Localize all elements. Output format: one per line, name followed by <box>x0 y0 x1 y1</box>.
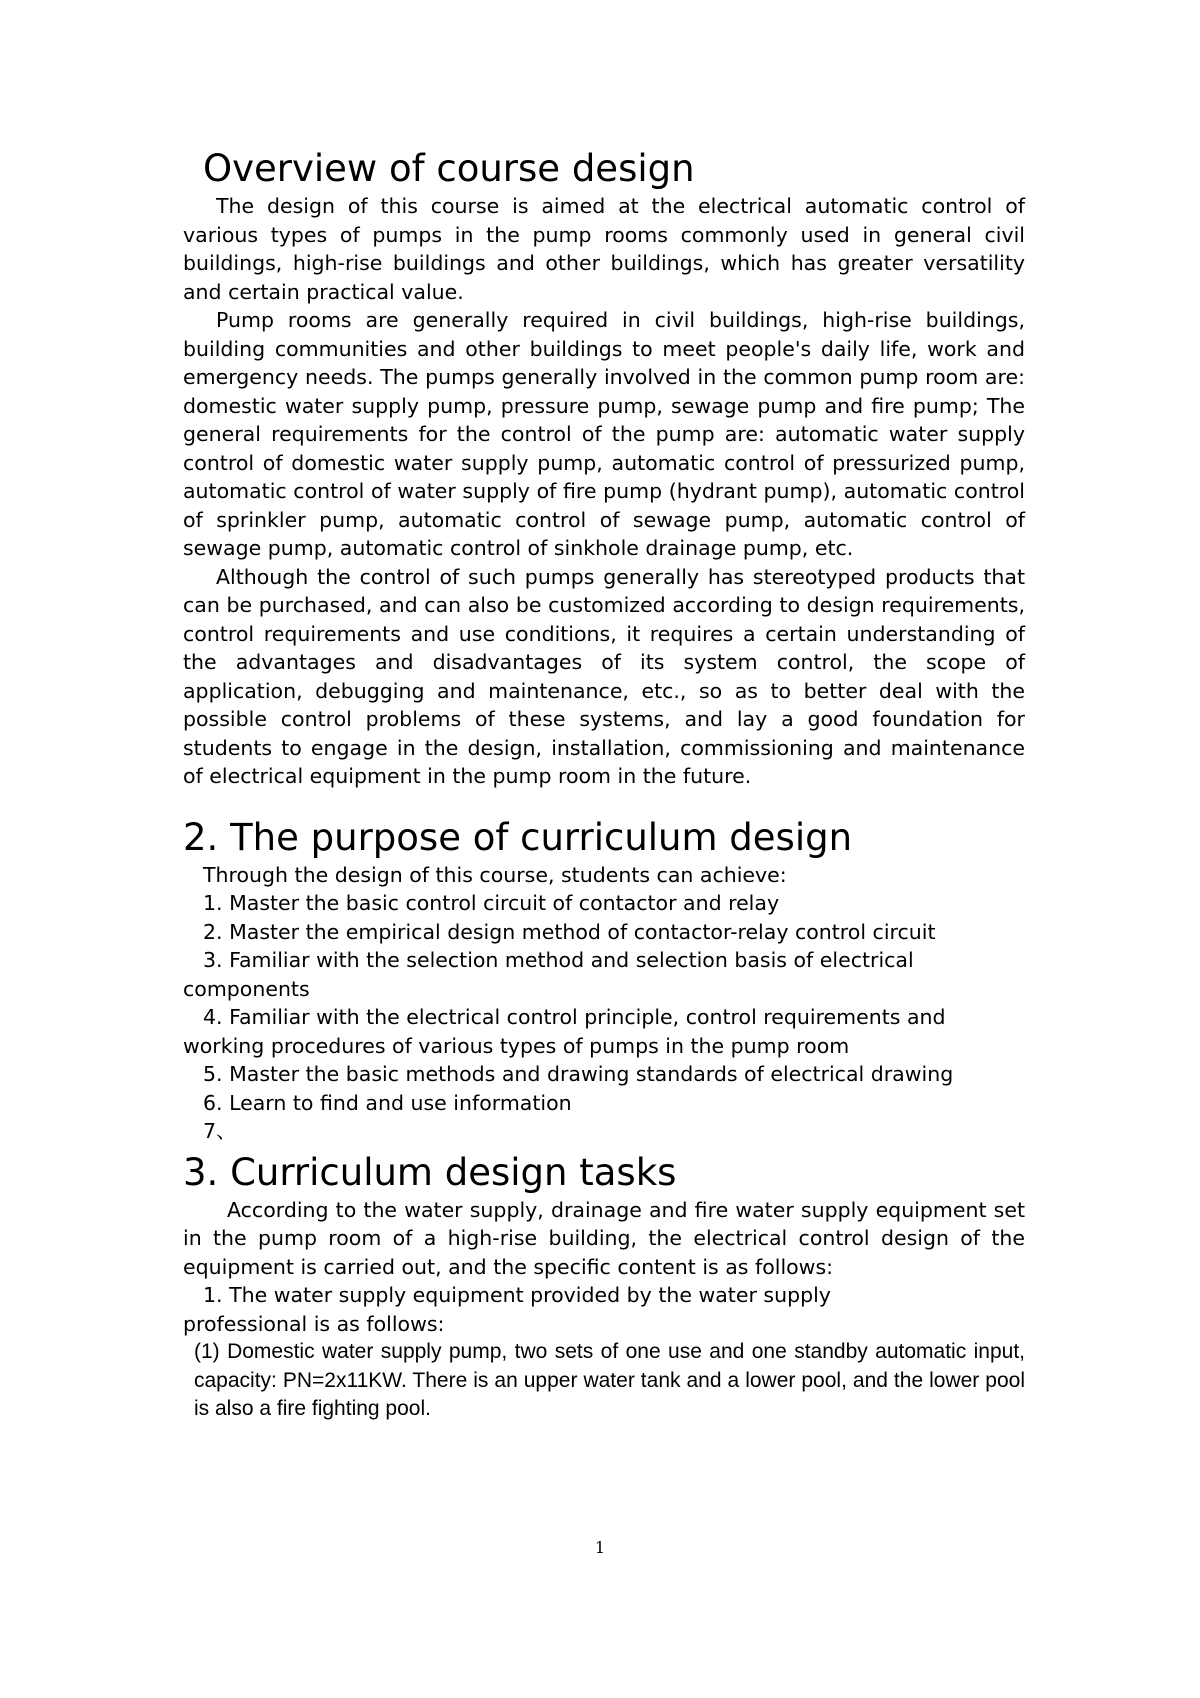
task-item-1-line-1: 1. The water supply equipment provided by the water supply <box>203 1283 831 1307</box>
task-subitem-1: (1) Domestic water supply pump, two sets of one use and one standby automatic input, capacity: PN=2x11KW. There is an upper water tank and a lower pool, and the lower pool is also a fire fighting pool. <box>194 1340 1025 1420</box>
spacer <box>183 791 1025 815</box>
page-number: 1 <box>594 1538 606 1557</box>
section-3-title: 3. Curriculum design tasks <box>183 1150 677 1194</box>
section-1-paragraph-3: Although the control of such pumps generally has stereotyped products that can be purchased, and can also be customized according to design requirements, control requirements and use conditions, it requires a certain understanding of the advantages and disadvantages of its system control, the scope of application, debugging and maintenance, etc., so as to better deal with the possible control problems of these systems, and lay a good foundation for students to engage in the design, installation, commissioning and maintenance of electrical equipment in the pump room in the future. <box>183 564 1025 788</box>
section-3-intro: According to the water supply, drainage and fire water supply equipment set in the pump room of a high-rise building, the electrical control design of the equipment is carried out, and the specific content is as follows: <box>183 1197 1025 1279</box>
section-1-paragraph-2: Pump rooms are generally required in civil buildings, high-rise buildings, building communities and other buildings to meet people's daily life, work and emergency needs. The pumps generally involved in the common pump room are: domestic water supply pump, pressure pump, sewage pump and fire pump; The general requirements for the control of the pump are: automatic water supply control of domestic water supply pump, automatic control of pressurized pump, automatic control of water supply of fire pump (hydrant pump), automatic control of sprinkler pump, automatic control of sewage pump, automatic control of sewage pump, automatic control of sinkhole drainage pump, etc. <box>183 308 1025 560</box>
section-1-title: Overview of course design <box>203 147 695 190</box>
purpose-item-7: 7、 <box>203 1119 237 1143</box>
purpose-item-6: 6. Learn to find and use information <box>203 1090 572 1115</box>
purpose-item-5: 5. Master the basic methods and drawing standards of electrical drawing <box>203 1062 954 1086</box>
section-1-paragraph-1: The design of this course is aimed at the electrical automatic control of various types of pumps in the pump rooms commonly used in general civil buildings, high-rise buildings and other buildings, which has greater versatility and certain practical value. <box>183 194 1025 304</box>
section-2-intro: Through the design of this course, students can achieve: <box>203 862 787 887</box>
purpose-item-2: 2. Master the empirical design method of contactor-relay control circuit <box>203 919 936 944</box>
purpose-item-3: 3. Familiar with the selection method and selection basis of electrical components <box>183 948 914 1001</box>
task-item-1-line-2: professional is as follows: <box>183 1311 445 1336</box>
purpose-item-4: 4. Familiar with the electrical control principle, control requirements and working procedures of various types of pumps in the pump room <box>183 1005 946 1058</box>
section-2-title: 2. The purpose of curriculum design <box>183 815 853 859</box>
purpose-item-1: 1. Master the basic control circuit of contactor and relay <box>203 891 780 915</box>
page-content <box>183 146 1025 1424</box>
